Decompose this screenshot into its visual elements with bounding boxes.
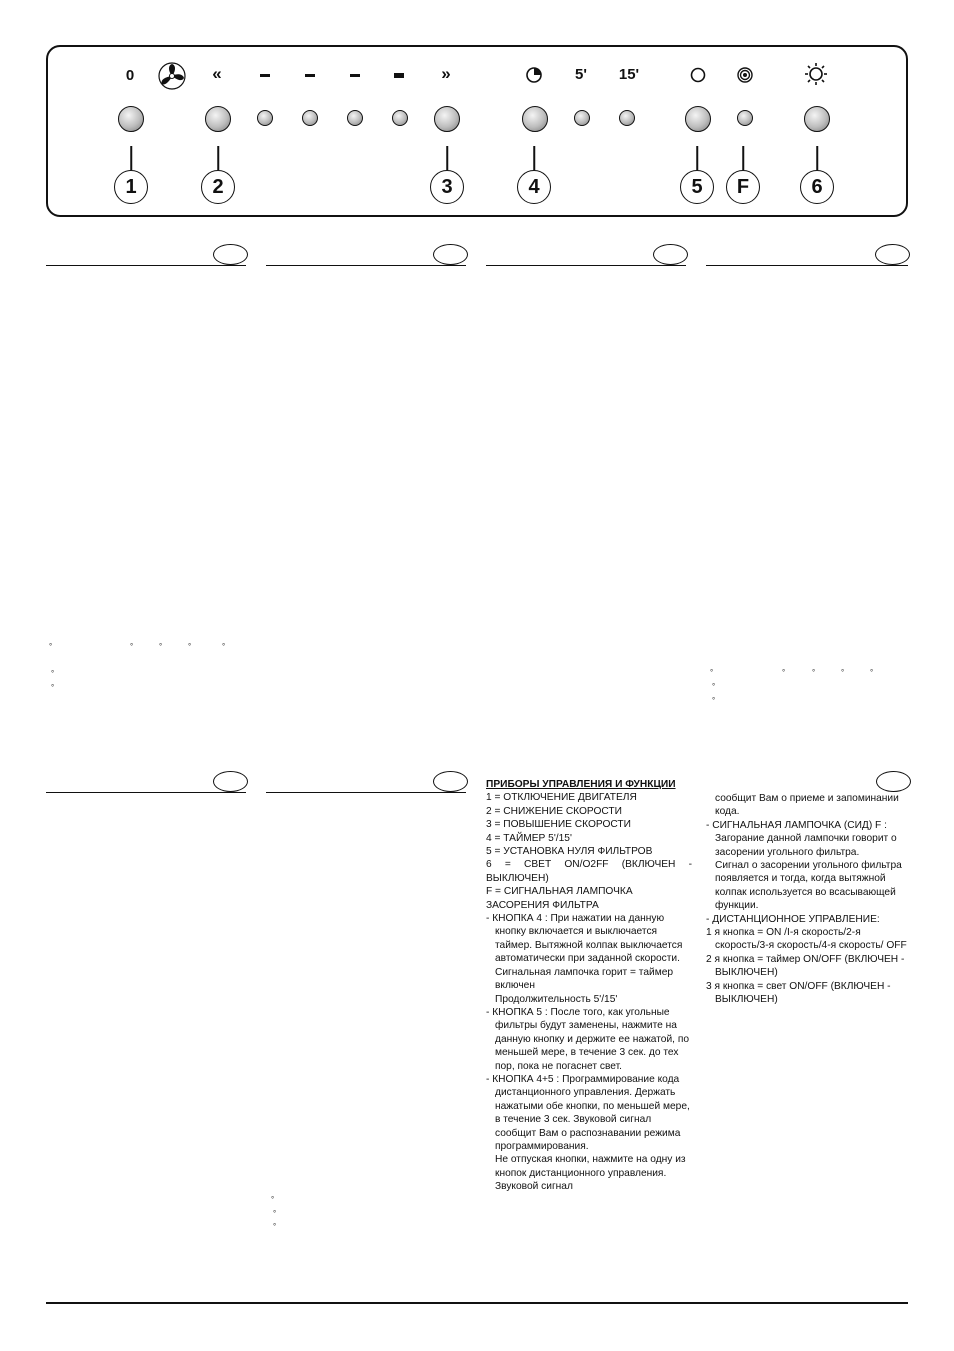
degree-mark: °: [712, 682, 716, 691]
speed-2-led: [302, 110, 318, 126]
leader-line-6: [816, 146, 818, 170]
speed-4-led: [392, 110, 408, 126]
leader-line-5: [696, 146, 698, 170]
ru-item: 1 я кнопка = ON /I-я скорость/2-я скорость/3-я скорость/4-я скорость/ OFF: [706, 927, 907, 952]
leader-line-2: [217, 146, 219, 170]
light-button[interactable]: [804, 106, 830, 132]
ru-bullet: - СИГНАЛЬНАЯ ЛАМПОЧКА (СИД) F : Загорание данной лампочки говорит о засорении угольного фильтра.: [706, 819, 897, 858]
degree-mark: °: [870, 668, 874, 677]
callout-3: 3: [430, 170, 464, 204]
ru-item: 2 я кнопка = таймер ON/OFF (ВКЛЮЧЕН - ВЫКЛЮЧЕН): [706, 953, 905, 979]
section-header-3: [486, 244, 688, 266]
degree-mark: °: [188, 642, 192, 651]
speed-decrease-button[interactable]: [205, 106, 231, 132]
section-header-ru-tab: [874, 771, 912, 793]
light-bulb-icon: [804, 62, 828, 86]
degree-mark: °: [51, 683, 55, 692]
ru-bullet: - КНОПКА 4+5 : Программирование кода дистанционного управления. Держать нажатыми обе кнопки, по меньшей мере, в течение 3 сек. Звуковой сигнал сообщит Вам о распознавании режима программирования.: [486, 1073, 690, 1152]
ru-bullet: - КНОПКА 4 : При нажатии на данную кнопку включается и выключается таймер. Вытяжной колпак выключается автоматически при заданной скорости.: [486, 913, 683, 965]
speed-level-4-dash: [394, 73, 404, 78]
ru-section-title: ПРИБОРЫ УПРАВЛЕНИЯ И ФУНКЦИИ: [486, 779, 676, 790]
ru-bullet: - ДИСТАНЦИОННОЕ УПРАВЛЕНИЕ:: [706, 913, 880, 925]
degree-mark: °: [710, 668, 714, 677]
speed-1-led: [257, 110, 273, 126]
ru-note: Не отпуская кнопки, нажмите на одну из кнопок дистанционного управления. Звуковой сигнал: [495, 1154, 686, 1193]
speed-3-led: [347, 110, 363, 126]
callout-6: 6: [800, 170, 834, 204]
degree-mark: °: [49, 642, 53, 651]
degree-mark: °: [222, 642, 226, 651]
ru-column-2: [706, 792, 910, 1007]
filter-spiral-icon: [736, 66, 754, 84]
ru-note: Продолжительность 5'/15': [495, 993, 618, 1005]
ru-note: сообщит Вам о приеме и запоминании кода.: [715, 793, 899, 818]
degree-mark: °: [782, 668, 786, 677]
leader-line-3: [446, 146, 448, 170]
ru-item: 6 = СВЕТ ON/O2FF (ВКЛЮЧЕН - ВЫКЛЮЧЕН): [486, 859, 692, 884]
filter-reset-button[interactable]: [685, 106, 711, 132]
ru-item: 3 я кнопка = свет ON/OFF (ВКЛЮЧЕН - ВЫКЛЮЧЕН): [706, 980, 891, 1006]
speed-increase-button[interactable]: [434, 106, 460, 132]
off-symbol: 0: [125, 67, 135, 84]
ru-column-1: [486, 778, 692, 1194]
speed-level-3-dash: [350, 74, 360, 77]
callout-1: 1: [114, 170, 148, 204]
filter-warning-led: [737, 110, 753, 126]
degree-mark: °: [159, 642, 163, 651]
leader-line-4: [533, 146, 535, 170]
callout-4: 4: [517, 170, 551, 204]
speed-level-2-dash: [305, 74, 315, 77]
callout-f: F: [726, 170, 760, 204]
leader-line-1: [130, 146, 132, 170]
timer-5-label: 5': [575, 66, 587, 83]
ru-note: Сигнальная лампочка горит = таймер включен: [495, 966, 674, 992]
section-header-2: [266, 244, 468, 266]
ru-item: 1 = ОТКЛЮЧЕНИЕ ДВИГАТЕЛЯ: [486, 792, 637, 804]
fan-icon: [157, 61, 187, 91]
degree-mark: °: [273, 1209, 277, 1218]
ru-item: F = СИГНАЛЬНАЯ ЛАМПОЧКА ЗАСОРЕНИЯ ФИЛЬТРА: [486, 886, 633, 911]
leader-line-f: [742, 146, 744, 170]
degree-mark: °: [712, 696, 716, 705]
ru-bullet: - КНОПКА 5 : После того, как угольные фильтры будут заменены, нажмите на данную кнопку и держите ее нажатой, по меньшей мере, в течение 3 сек. до тех пор, пока не погаснет свет.: [486, 1006, 689, 1072]
callout-2: 2: [201, 170, 235, 204]
increase-speed-symbol: »: [441, 64, 451, 83]
degree-mark: °: [130, 642, 134, 651]
speed-level-1-dash: [260, 74, 270, 77]
filter-ring-icon: [689, 66, 707, 84]
section-header-5: [46, 771, 248, 793]
bottom-rule: [46, 1302, 908, 1304]
ru-note: Сигнал о засорении угольного фильтра появляется и тогда, когда вытяжной колпак используется во всасывающей функции.: [715, 860, 902, 912]
timer-15-led: [619, 110, 635, 126]
timer-15-label: 15': [618, 66, 640, 83]
timer-button[interactable]: [522, 106, 548, 132]
degree-mark: °: [812, 668, 816, 677]
motor-off-button[interactable]: [118, 106, 144, 132]
callout-5: 5: [680, 170, 714, 204]
section-header-1: [46, 244, 248, 266]
ru-item: 3 = ПОВЫШЕНИЕ СКОРОСТИ: [486, 819, 631, 831]
section-header-4: [706, 244, 910, 266]
timer-icon: [525, 66, 543, 84]
degree-mark: °: [271, 1195, 275, 1204]
decrease-speed-symbol: «: [212, 64, 222, 83]
ru-item: 2 = СНИЖЕНИЕ СКОРОСТИ: [486, 805, 622, 817]
ru-item: 4 = ТАЙМЕР 5'/15': [486, 832, 572, 844]
degree-mark: °: [273, 1222, 277, 1231]
timer-5-led: [574, 110, 590, 126]
ru-item: 5 = УСТАНОВКА НУЛЯ ФИЛЬТРОВ: [486, 846, 653, 858]
section-header-6: [266, 771, 468, 793]
degree-mark: °: [51, 669, 55, 678]
degree-mark: °: [841, 668, 845, 677]
